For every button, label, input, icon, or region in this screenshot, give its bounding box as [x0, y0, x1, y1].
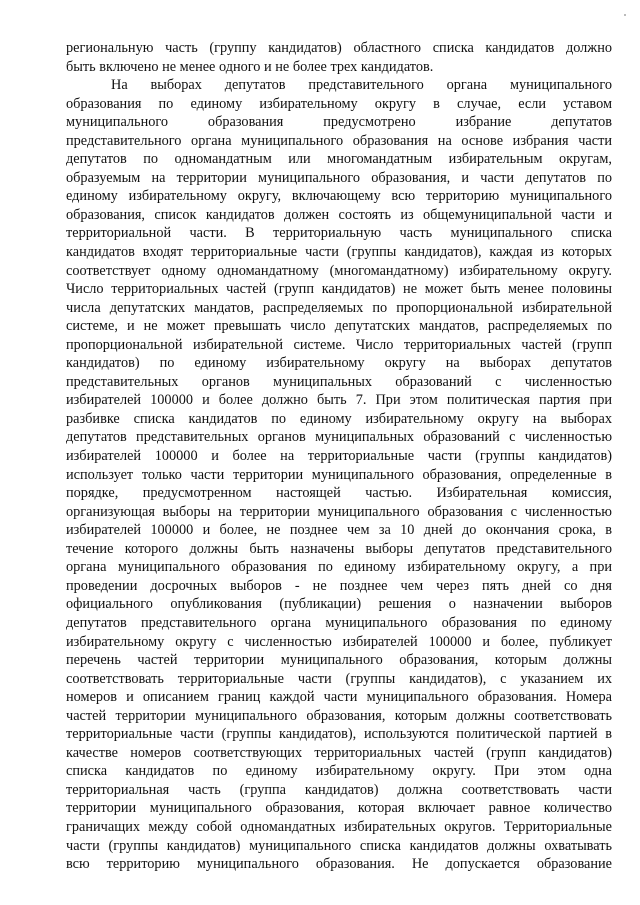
text-line: числа депутатских мандатов, распределяемых по пропорциональной избирательной [66, 299, 612, 316]
text-line: территориальные части (группы кандидатов), используются политической партией в [66, 726, 612, 743]
text-line: системе, и не может превышать число депутатских мандатов, распределяемых по [66, 318, 612, 335]
text-line: разбивке списка кандидатов по единому избирательному округу на выборах [66, 410, 612, 427]
text-line: качестве номеров соответствующих территориальных частей (групп кандидатов) [66, 744, 612, 761]
text-line: частей территории муниципального образования, которым должны соответствовать [66, 707, 612, 724]
text-line: течение которого должны быть назначены выборы депутатов представительного [66, 540, 612, 557]
text-line: представительных органов муниципальных образований с численностью [66, 373, 612, 390]
text-line: проведении досрочных выборов - не позднее чем через пять дней со дня [66, 577, 612, 594]
text-line: органа муниципального образования по единому избирательному округу, а при [66, 559, 612, 576]
text-line: территории муниципального образования, которая включает равное количество [66, 800, 612, 817]
text-line: избирателей 100000 и более должно быть 7. При этом политическая партия при [66, 392, 612, 409]
text-line: всю территорию муниципального образования. Не допускается образование [66, 856, 612, 873]
text-line: списка кандидатов по единому избирательному округу. При этом одна [66, 763, 612, 780]
text-line: быть включено не менее одного и не более трех кандидатов. [66, 58, 434, 75]
text-line: кандидатов входят территориальные части (группы кандидатов), каждая из которых [66, 244, 612, 261]
text-line: пропорциональной избирательной системе. Число территориальных частей (групп [66, 336, 612, 353]
text-line: Число территориальных частей (групп кандидатов) не может быть менее половины [66, 281, 612, 298]
text-line: На выборах депутатов представительного органа муниципального [111, 77, 612, 94]
text-line: порядке, предусмотренном настоящей частью. Избирательная комиссия, [66, 485, 612, 502]
text-line: депутатов представительных органов муниципальных образований с численностью [66, 429, 612, 446]
text-line: перечень частей территории муниципального образования, которым должны [66, 652, 612, 669]
text-line: граничащих между собой одномандатных избирательных округов. Территориальные [66, 818, 612, 835]
text-line: части (группы кандидатов) муниципального списка кандидатов должны охватывать [66, 837, 612, 854]
text-line: официального опубликования (публикации) решения о назначении выборов [66, 596, 612, 613]
text-line: соответствует одному одномандатному (многомандатному) избирательному округу. [66, 262, 612, 279]
text-line: депутатов представительного органа муниципального образования по единому [66, 614, 612, 631]
scan-speck [624, 14, 626, 16]
text-line: муниципального образования предусмотрено избрание депутатов [66, 114, 612, 131]
text-line: соответствовать территориальные части (группы кандидатов), с указанием их [66, 670, 612, 687]
text-line: избирателей 100000 и более на территориальные части (группы кандидатов) [66, 448, 612, 465]
text-line: территориальной части. В территориальную часть муниципального списка [66, 225, 612, 242]
text-line: образуемым на территории муниципального образования, и части депутатов по [66, 169, 612, 186]
text-line: депутатов по одномандатным или многомандатным избирательным округам, [66, 151, 612, 168]
text-line: образования по единому избирательному округу в случае, если уставом [66, 95, 612, 112]
text-line: единому избирательному округу, включающему всю территорию муниципального [66, 188, 612, 205]
text-line: представительного органа муниципального образования на основе избрания части [66, 132, 612, 149]
text-line: региональную часть (группу кандидатов) областного списка кандидатов должно [66, 40, 612, 56]
text-line: избирателей 100000 и более, не позднее чем за 10 дней до окончания срока, в [66, 522, 612, 539]
text-line: кандидатов) по единому избирательному округу на выборах депутатов [66, 355, 612, 372]
document-body [66, 39, 612, 874]
text-line: номеров и описанием границ каждой части муниципального образования. Номера [66, 689, 612, 706]
text-line: использует только части территории муниципального образования, определенные в [66, 466, 612, 483]
text-line: организующая выборы на территории муниципального образования с численностью [66, 503, 612, 520]
text-line: образования, список кандидатов должен состоять из общемуниципальной части и [66, 206, 612, 223]
text-line: территориальная часть (группа кандидатов) должна соответствовать части [66, 781, 612, 798]
text-line: избирательному округу с численностью избирателей 100000 и более, публикует [66, 633, 612, 650]
